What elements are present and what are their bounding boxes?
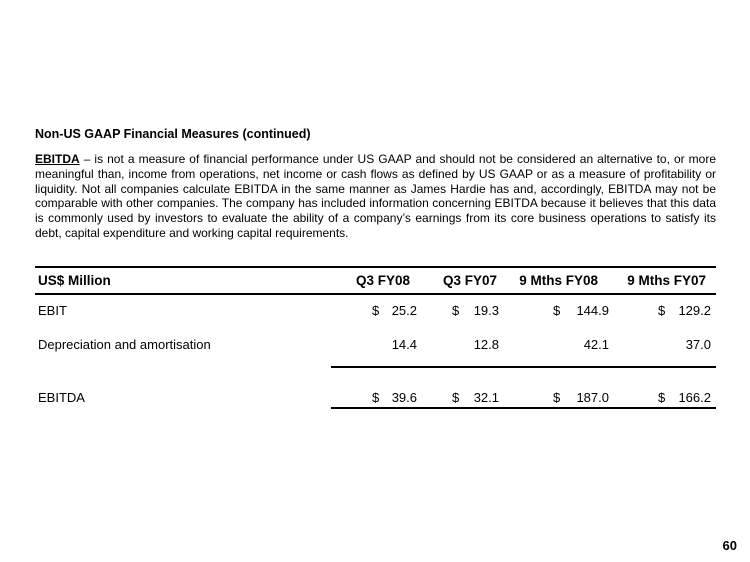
currency-symbol: $: [372, 303, 380, 318]
table-cell: [372, 303, 417, 318]
paragraph-body-text: – is not a measure of financial performance under US GAAP and should not be considered an alternative to, or more meaningful than, income from operations, net income or cash flows as defined by US GAAP or as a measure of profitability or liquidity. Not all companies calculate EBITDA in the same manner as James Hardie has and, accordingly, EBITDA may not be comparable with other companies. The company has included information concerning EBITDA because it believes that this data is commonly used by investors to evaluate the ability of a company’s earnings from its core business operations to satisfy its debt, capital expenditure and working capital requirements.: [35, 152, 716, 240]
cell-value: 14.4: [391, 337, 417, 352]
table-cell: [452, 337, 499, 352]
section-heading: Non-US GAAP Financial Measures (continued): [35, 127, 311, 141]
subtotal-rule-above-ebitda: [331, 366, 716, 368]
ebitda-term: EBITDA: [35, 152, 80, 166]
table-cell: [658, 303, 711, 318]
table-cell: [452, 303, 499, 318]
column-header-q3-fy08: Q3 FY08: [355, 273, 410, 288]
currency-symbol: $: [658, 390, 666, 405]
cell-value: 166.2: [678, 390, 711, 405]
table-cell: [553, 303, 609, 318]
cell-value: 129.2: [678, 303, 711, 318]
financial-table: [35, 266, 716, 416]
cell-value: 144.9: [576, 303, 609, 318]
table-cell: [658, 337, 711, 352]
table-top-rule: [35, 266, 716, 268]
table-cell: [553, 337, 609, 352]
currency-symbol: $: [658, 303, 666, 318]
table-header-rule: [35, 293, 716, 295]
cell-value: 12.8: [473, 337, 499, 352]
ebitda-definition-paragraph: [35, 152, 716, 241]
column-header-us-million: US$ Million: [38, 273, 111, 288]
row-label-ebit: EBIT: [38, 303, 67, 318]
cell-value: 187.0: [576, 390, 609, 405]
column-header-9mths-fy08: 9 Mths FY08: [519, 273, 598, 288]
currency-symbol: $: [372, 390, 380, 405]
table-cell: [553, 390, 609, 405]
currency-symbol: $: [553, 390, 561, 405]
table-cell: [372, 390, 417, 405]
row-label-depreciation: Depreciation and amortisation: [38, 337, 211, 352]
cell-value: 39.6: [391, 390, 417, 405]
cell-value: 37.0: [685, 337, 711, 352]
row-label-ebitda: EBITDA: [38, 390, 85, 405]
column-header-9mths-fy07: 9 Mths FY07: [627, 273, 706, 288]
cell-value: 19.3: [473, 303, 499, 318]
table-cell: [658, 390, 711, 405]
currency-symbol: $: [452, 390, 460, 405]
cell-value: 25.2: [391, 303, 417, 318]
cell-value: 42.1: [583, 337, 609, 352]
table-cell: [452, 390, 499, 405]
currency-symbol: $: [553, 303, 561, 318]
column-header-q3-fy07: Q3 FY07: [442, 273, 497, 288]
page-number: 60: [722, 538, 737, 553]
cell-value: 32.1: [473, 390, 499, 405]
currency-symbol: $: [452, 303, 460, 318]
subtotal-rule-below-ebitda: [331, 407, 716, 409]
table-cell: [372, 337, 417, 352]
